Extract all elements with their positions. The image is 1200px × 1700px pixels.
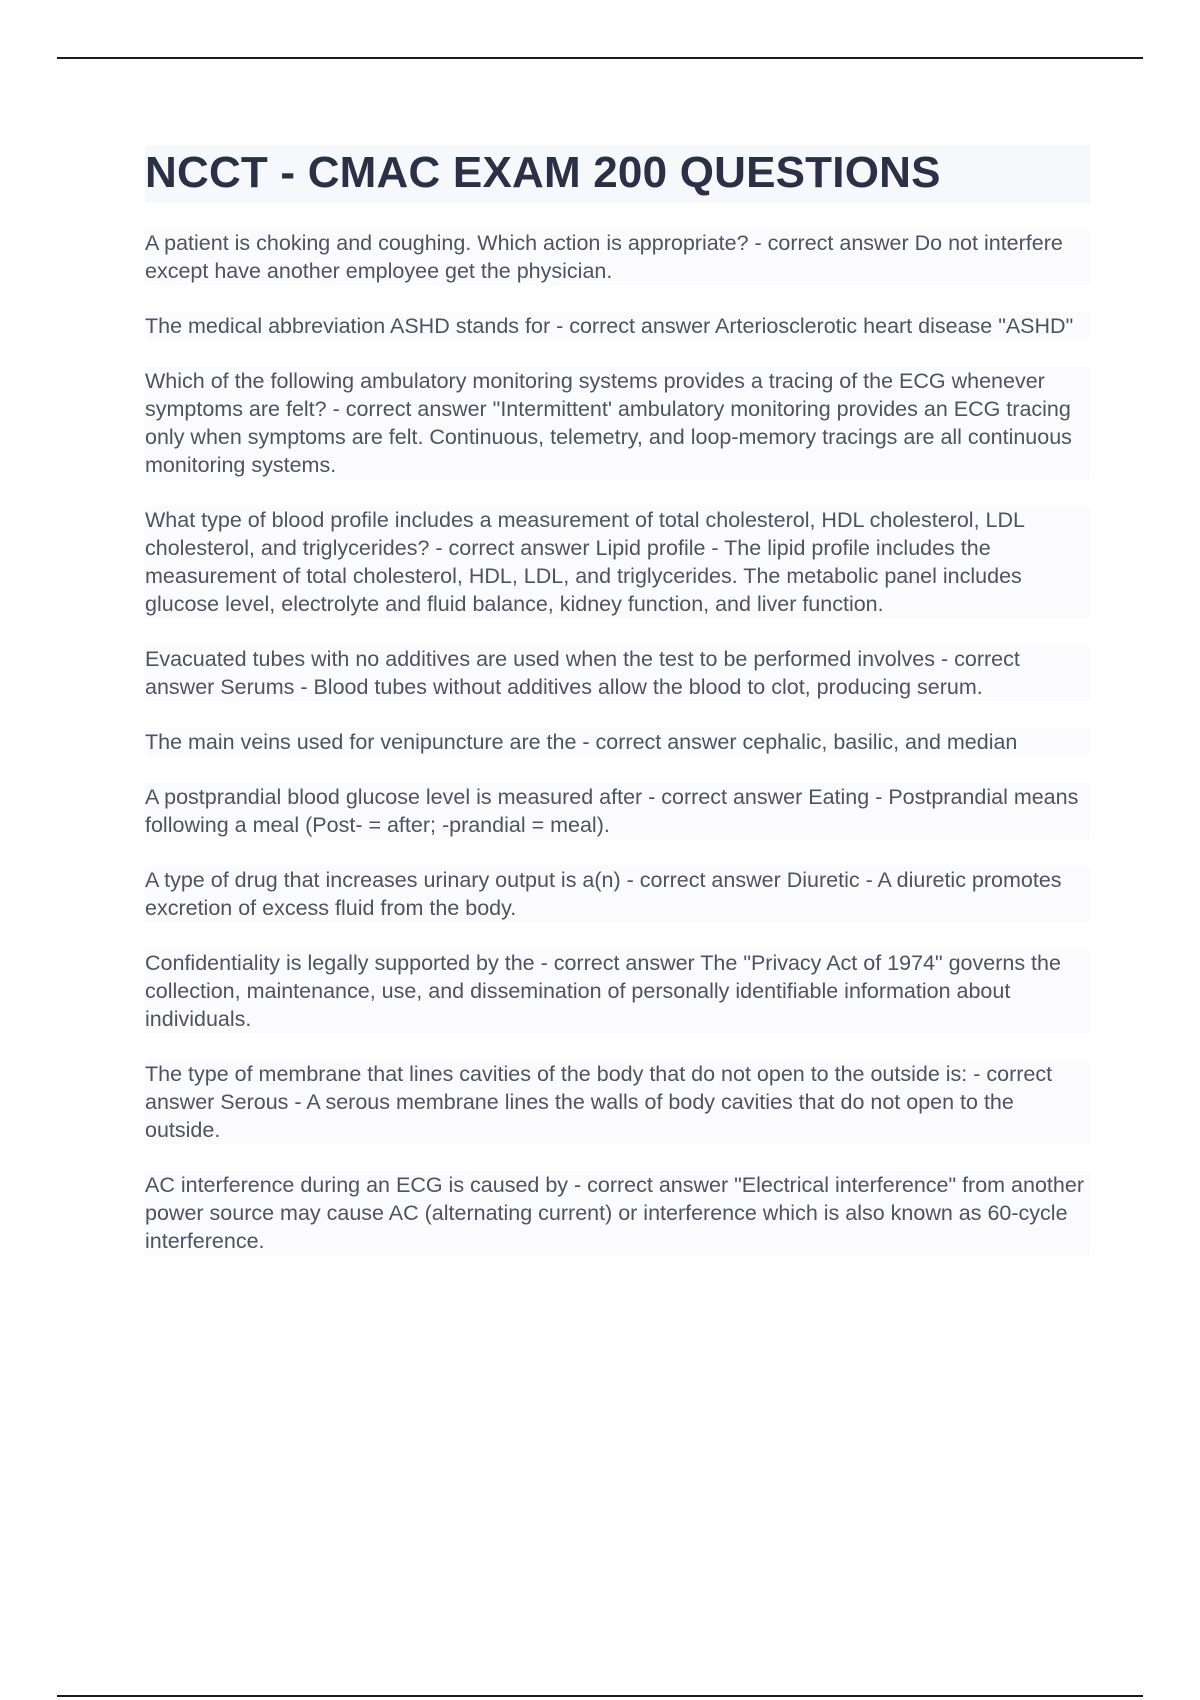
qa-item: A patient is choking and coughing. Which action is appropriate? - correct answer Do not interfere except have another employee get the physician. [145,229,1090,285]
qa-item: Which of the following ambulatory monitoring systems provides a tracing of the ECG whenever symptoms are felt? - correct answer "Intermittent' ambulatory monitoring provides an ECG tracing only when symptoms are felt. Continuous, telemetry, and loop-memory tracings are all continuous monitoring systems. [145,367,1090,479]
top-rule [57,57,1143,59]
qa-item: The type of membrane that lines cavities of the body that do not open to the outside is: - correct answer Serous - A serous membrane lines the walls of body cavities that do not open to the outside. [145,1060,1090,1144]
qa-item: The main veins used for venipuncture are the - correct answer cephalic, basilic, and median [145,728,1090,756]
bottom-rule [57,1695,1143,1697]
qa-item: Confidentiality is legally supported by the - correct answer The "Privacy Act of 1974" governs the collection, maintenance, use, and dissemination of personally identifiable information about individuals. [145,949,1090,1033]
qa-item: What type of blood profile includes a measurement of total cholesterol, HDL cholesterol, LDL cholesterol, and triglycerides? - correct answer Lipid profile - The lipid profile includes the measurement of total cholesterol, HDL, LDL, and triglycerides. The metabolic panel includes glucose level, electrolyte and fluid balance, kidney function, and liver function. [145,506,1090,618]
document-body [145,145,1090,1282]
qa-item: A type of drug that increases urinary output is a(n) - correct answer Diuretic - A diuretic promotes excretion of excess fluid from the body. [145,866,1090,922]
qa-item: The medical abbreviation ASHD stands for - correct answer Arteriosclerotic heart disease "ASHD" [145,312,1090,340]
qa-item: Evacuated tubes with no additives are used when the test to be performed involves - correct answer Serums - Blood tubes without additives allow the blood to clot, producing serum. [145,645,1090,701]
document-title: NCCT - CMAC EXAM 200 QUESTIONS [145,145,1090,203]
qa-item: A postprandial blood glucose level is measured after - correct answer Eating - Postprandial means following a meal (Post- = after; -prandial = meal). [145,783,1090,839]
qa-item: AC interference during an ECG is caused by - correct answer "Electrical interference" from another power source may cause AC (alternating current) or interference which is also known as 60-cycle interference. [145,1171,1090,1255]
